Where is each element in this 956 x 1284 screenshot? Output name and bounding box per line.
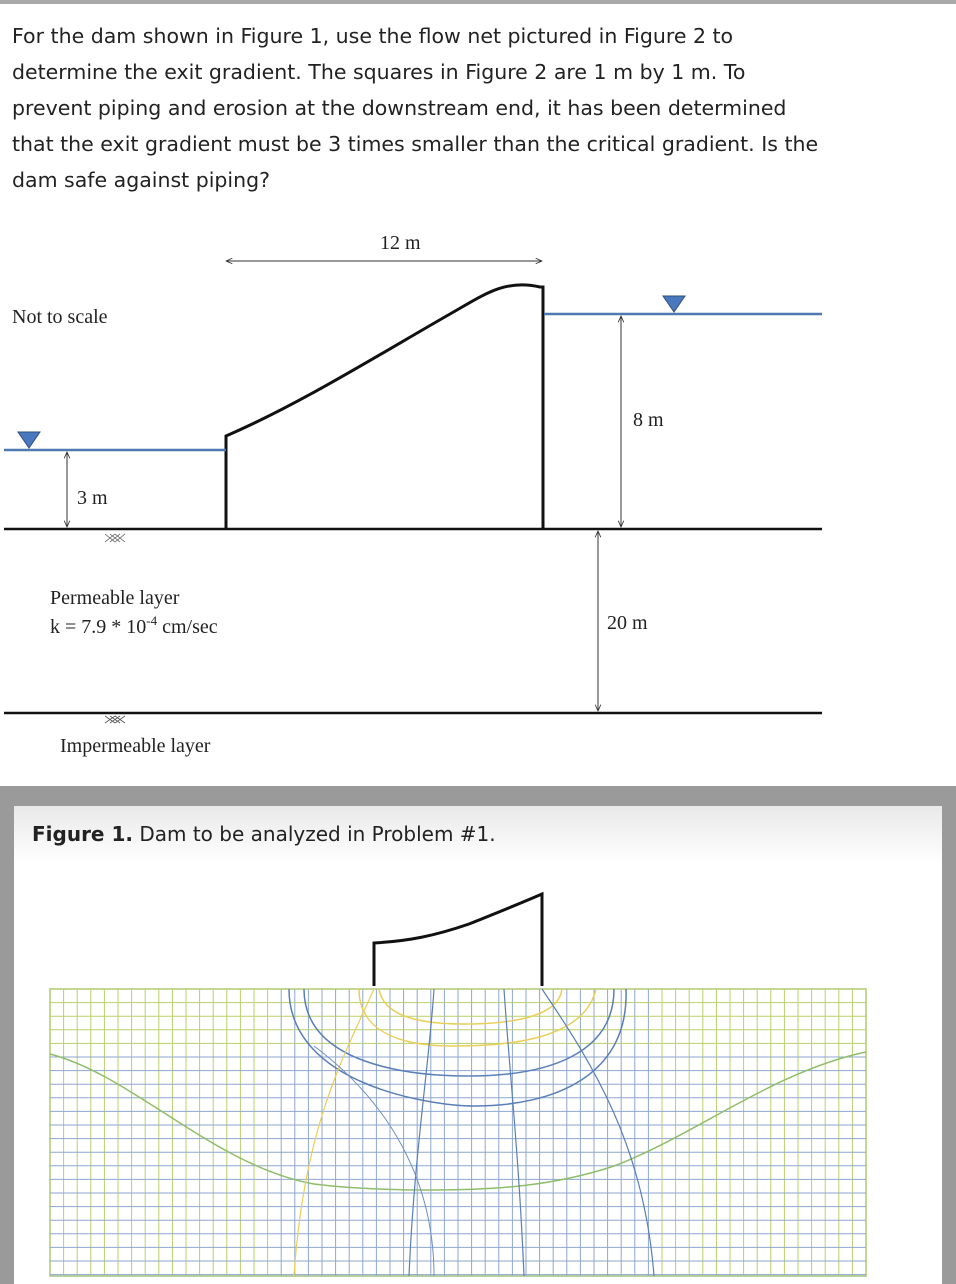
downstream-head-label: 3 m: [77, 487, 108, 509]
upstream-water-level-icon: [663, 296, 685, 312]
figure-2-flow-net: [14, 806, 942, 1284]
flow-net-grid: [50, 989, 866, 1276]
downstream-water-level-icon: [18, 432, 40, 448]
permeability-prefix: k = 7.9 * 10: [50, 616, 147, 638]
permeable-layer-label: Permeable layer: [50, 587, 180, 609]
flow-net-dam-outline: [374, 894, 542, 986]
problem-line: prevent piping and erosion at the downstream end, it has been determined: [12, 96, 787, 120]
problem-line: that the exit gradient must be 3 times smaller than the critical gradient. Is the: [12, 132, 819, 156]
caption-label: Figure 1.: [32, 822, 133, 846]
dam-width-label: 12 m: [380, 232, 421, 254]
permeability-unit: cm/sec: [157, 616, 218, 638]
figure-1-dam-diagram: [0, 4, 956, 790]
problem-line: For the dam shown in Figure 1, use the flow net pictured in Figure 2 to: [12, 24, 734, 48]
permeability-exponent: -4: [146, 613, 158, 628]
permeability-label: [50, 613, 218, 638]
bottom-panel: [14, 806, 942, 1284]
layer-thickness-label: 20 m: [607, 612, 648, 634]
dam-outline: [226, 285, 543, 528]
base-hatch-mark: [105, 716, 125, 723]
caption-text: Dam to be analyzed in Problem #1.: [132, 822, 496, 846]
not-to-scale-note: Not to scale: [12, 306, 108, 328]
problem-line: dam safe against piping?: [12, 168, 271, 192]
problem-line: determine the exit gradient. The squares in Figure 2 are 1 m by 1 m. To: [12, 60, 746, 84]
impermeable-layer-label: Impermeable layer: [60, 735, 211, 757]
upstream-head-label: 8 m: [633, 409, 664, 431]
ground-hatch-mark: [105, 534, 125, 542]
